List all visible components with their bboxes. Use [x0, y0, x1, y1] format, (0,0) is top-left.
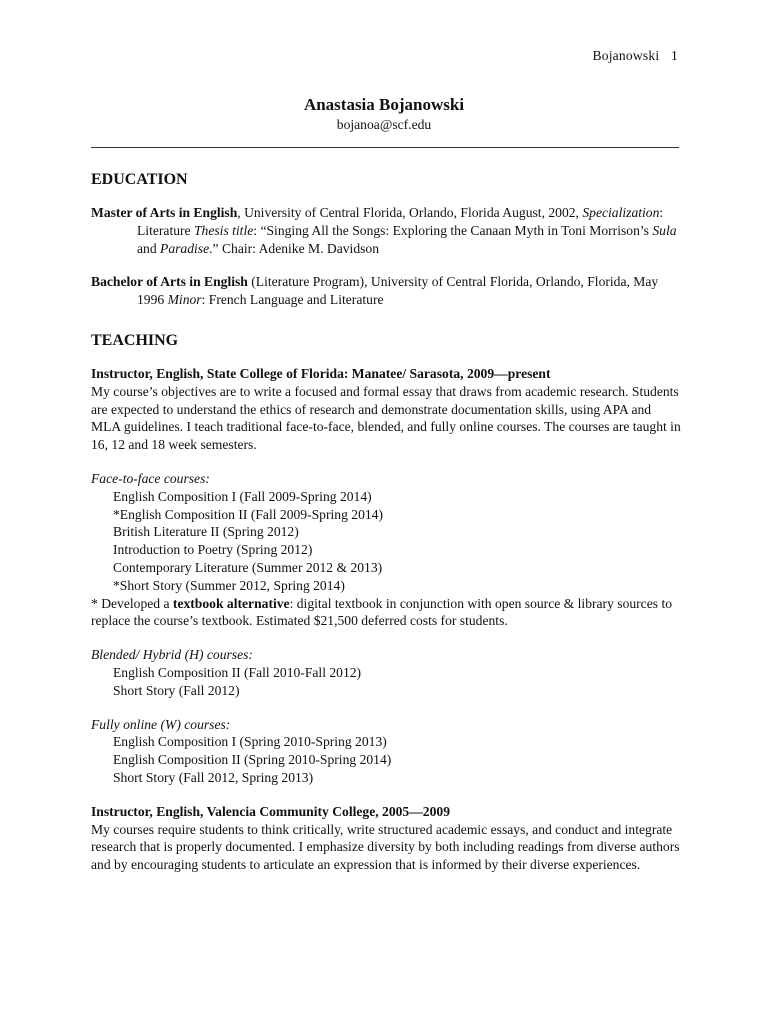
- job-title-valencia: Instructor, English, Valencia Community College, 2005—2009: [91, 803, 450, 819]
- resume-body: [91, 94, 681, 874]
- online-course-list: [91, 733, 681, 786]
- author-name: Anastasia Bojanowski: [303, 95, 465, 114]
- list-item: Short Story (Fall 2012, Spring 2013): [113, 769, 314, 785]
- list-item: Introduction to Poetry (Spring 2012): [113, 542, 313, 558]
- education-entry-masters: [91, 204, 681, 257]
- list-item: Contemporary Literature (Summer 2012 & 2013): [113, 559, 383, 575]
- list-item: English Composition I (Spring 2010-Spring 2013): [113, 734, 387, 750]
- list-item: Short Story (Fall 2012): [113, 682, 240, 698]
- header-divider: [91, 147, 679, 148]
- blended-course-list: [91, 664, 681, 700]
- teaching-entry-scf: [91, 365, 681, 787]
- list-item: English Composition II (Spring 2010-Spring 2014): [113, 752, 392, 768]
- job-title-scf: Instructor, English, State College of Florida: Manatee/ Sarasota, 2009—present: [91, 365, 551, 381]
- list-item: British Literature II (Spring 2012): [113, 524, 299, 540]
- job-description-valencia: My courses require students to think critically, write structured academic essays, and conduct and integrate research that is properly documented. I emphasize diversity by both including readings from diverse authors and by encouraging students to articulate an expression that is informed by their diverse experiences.: [91, 821, 680, 873]
- job-description-scf: My course’s objectives are to write a focused and formal essay that draws from academic research. Students are expected to understand the ethics of research and demonstrate documentation skills, using APA and MLA guidelines. I teach traditional face-to-face, blended, and fully online courses. The courses are taught in 16, 12 and 18 week semesters.: [91, 383, 681, 453]
- education-heading: EDUCATION: [91, 171, 188, 188]
- list-item: English Composition II (Fall 2010-Fall 2012): [113, 664, 362, 680]
- bachelors-text: Bachelor of Arts in English (Literature Program), University of Central Florida, Orlando, Florida, May 1996 Minor: French Language and Literature: [91, 274, 659, 308]
- f2f-course-list: [91, 488, 681, 595]
- list-item: *English Composition II (Fall 2009-Spring 2014): [113, 506, 383, 522]
- list-item: *Short Story (Summer 2012, Spring 2014): [113, 577, 345, 593]
- running-header: [592, 47, 678, 65]
- header-surname: Bojanowski: [592, 48, 660, 63]
- teaching-entry-valencia: [91, 803, 681, 874]
- textbook-note: * Developed a textbook alternative: digital textbook in conjunction with open source & library sources to replace the course’s textbook. Estimated $21,500 deferred costs for students.: [91, 595, 673, 629]
- list-item: English Composition I (Fall 2009-Spring 2014): [113, 488, 372, 504]
- header-page-number: 1: [671, 48, 678, 63]
- masters-text: Master of Arts in English, University of Central Florida, Orlando, Florida August, 2002, Specialization: Literature Thesis title: “Singing All the Songs: Exploring the Canaan Myth in Toni Morrison’s Sula and Paradise.” Chair: Adenike M. Davidson: [91, 205, 677, 256]
- masters-degree: Master of Arts in English: [91, 205, 238, 220]
- author-email: bojanoa@scf.edu: [336, 117, 432, 132]
- f2f-courses-heading: Face-to-face courses:: [91, 470, 210, 486]
- education-entry-bachelors: [91, 273, 681, 309]
- teaching-heading: TEACHING: [91, 331, 179, 349]
- blended-courses-heading: Blended/ Hybrid (H) courses:: [91, 647, 253, 663]
- online-courses-heading: Fully online (W) courses:: [91, 716, 231, 732]
- bachelors-degree: Bachelor of Arts in English: [91, 274, 248, 290]
